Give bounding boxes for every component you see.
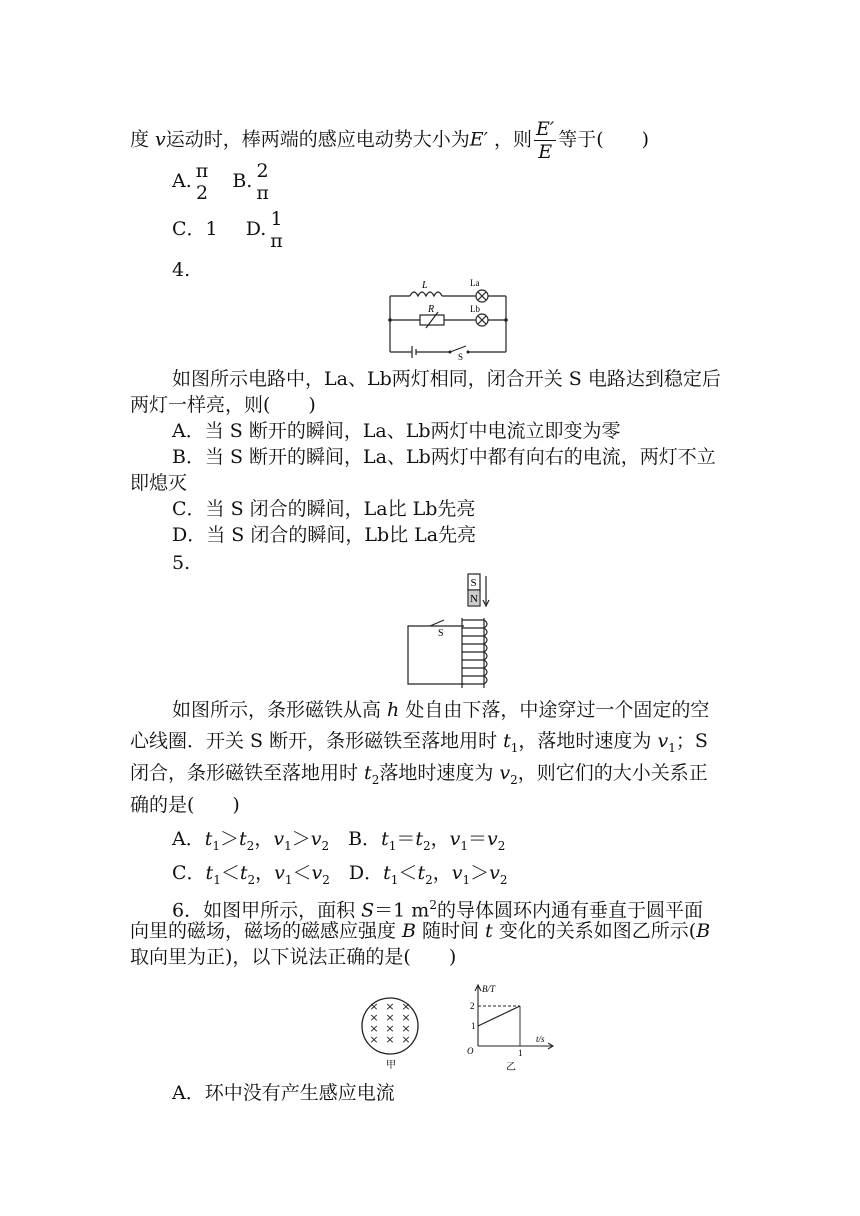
svg-text:×: × <box>369 1011 379 1024</box>
q4-option-b-line2: 即熄灭 <box>130 472 188 494</box>
q5-options-cd: C．$t_1<t_2$，$v_1<v_2$ D．$t_1<t_2$，$v_1>v_2$ <box>172 862 508 887</box>
q4-option-c: C．当 S 闭合的瞬间，La比 Lb先亮 <box>172 498 476 520</box>
chart-tick-y1: 1 <box>471 1021 476 1031</box>
q3-options-ab <box>172 160 273 204</box>
q3-optA-frac <box>194 160 211 204</box>
q3-optB-label: B. <box>232 170 253 192</box>
q5-options-ab: A．$t_1>t_2$，$v_1>v_2$ B．$t_1=t_2$，$v_1=v_2$ <box>172 828 506 853</box>
q4-stem-line1: 如图所示电路中，La、Lb两灯相同，闭合开关 S 电路达到稳定后 <box>172 368 721 390</box>
q6-figure-yi-chart <box>462 982 558 1074</box>
q4-fig-label-S: S <box>458 352 464 360</box>
q4-number: 4. <box>172 259 191 281</box>
q4-stem-line2: 两灯一样亮，则( ) <box>130 394 316 416</box>
q4-option-a: A．当 S 断开的瞬间，La、Lb两灯中电流立即变为零 <box>172 420 621 442</box>
q4-fig-label-Lb: Lb <box>470 304 480 314</box>
q3-optA-num: π <box>195 160 209 182</box>
q5-fig-pole-N: N <box>470 593 478 605</box>
q3-optA-label: A. <box>172 170 192 192</box>
chart-tick-x1: 1 <box>518 1048 523 1058</box>
q3-frac-num: E′ <box>536 118 555 140</box>
svg-text:×: × <box>385 1011 395 1024</box>
svg-text:×: × <box>369 1022 379 1035</box>
q3-fraction <box>534 118 556 163</box>
chart-ylabel: B/T <box>482 984 496 994</box>
q3-stem-line <box>130 118 649 163</box>
q3-var-E: E′ <box>469 128 488 151</box>
svg-text:×: × <box>401 1011 411 1024</box>
q5-magnet-coil-figure <box>404 572 494 690</box>
svg-text:×: × <box>401 1000 411 1013</box>
q4-fig-label-La: La <box>470 278 480 288</box>
q3-optB-frac <box>254 160 271 204</box>
q4-option-d: D．当 S 闭合的瞬间，Lb比 La先亮 <box>172 524 477 546</box>
q3-options-cd <box>172 208 287 252</box>
q6-option-a: A．环中没有产生感应电流 <box>172 1082 395 1104</box>
chart-xlabel: t/s <box>536 1034 545 1044</box>
q5-stem-line4: 确的是( ) <box>130 794 240 816</box>
q5-stem-line3: 闭合，条形磁铁至落地用时 $t_2$落地时速度为 $v_2$，则它们的大小关系正 <box>130 762 708 787</box>
svg-text:×: × <box>401 1022 411 1035</box>
q5-fig-pole-S: S <box>470 577 477 589</box>
q6-stem-line2: 向里的磁场，磁场的磁感应强度 B 随时间 t 变化的关系如图乙所示(B <box>130 920 711 942</box>
q3-optB-num: 2 <box>256 160 269 182</box>
q3-optA-den: 2 <box>195 182 209 204</box>
q4-option-b-line1: B．当 S 断开的瞬间，La、Lb两灯中都有向右的电流，两灯不立 <box>172 446 716 468</box>
svg-text:×: × <box>385 1022 395 1035</box>
q5-stem-line2: 心线圈．开关 S 断开，条形磁铁至落地用时 $t_1$，落地时速度为 $v_1$；S <box>130 730 708 755</box>
svg-text:×: × <box>369 1000 379 1013</box>
q3-text-a: 度 <box>130 128 156 151</box>
svg-text:×: × <box>385 1000 395 1013</box>
q6-figure-jia <box>350 996 430 1072</box>
chart-tick-y2: 2 <box>470 1001 475 1011</box>
q5-number: 5. <box>172 552 191 574</box>
q3-frac-den: E <box>538 141 553 163</box>
svg-text:×: × <box>401 1033 411 1046</box>
q4-fig-label-R: R <box>428 304 435 315</box>
q3-optB-den: π <box>256 182 269 204</box>
q3-var-v: v <box>155 128 166 151</box>
q3-optD-label: D. <box>245 218 267 240</box>
q3-text-c: ，则 <box>494 128 533 151</box>
q3-optD-den: π <box>270 230 283 252</box>
q3-text-b: 运动时，棒两端的感应电动势大小为 <box>165 128 470 151</box>
q4-circuit-figure <box>380 276 516 360</box>
svg-text:×: × <box>385 1033 395 1046</box>
q3-optD-frac <box>268 208 285 252</box>
q5-var-h: h <box>387 699 400 721</box>
q6-fig-label-yi: 乙 <box>506 1062 516 1073</box>
chart-series-line <box>478 1006 520 1026</box>
chart-origin: O <box>467 1046 474 1056</box>
q5-stem-line1: 如图所示，条形磁铁从高 h 处自由下落，中途穿过一个固定的空 <box>172 699 710 721</box>
q3-text-d: 等于( ) <box>558 128 650 151</box>
q6-fig-label-jia: 甲 <box>386 1060 396 1071</box>
q5-fig-switch-S: S <box>438 628 444 639</box>
q4-fig-label-L: L <box>422 280 428 291</box>
svg-text:×: × <box>369 1033 379 1046</box>
q6-stem-line3: 取向里为正)，以下说法正确的是( ) <box>130 946 457 968</box>
q3-optC: C．1 <box>172 218 218 240</box>
q6-stem-line1: 6．如图甲所示，面积 S＝1 $m^2$的导体圆环内通有垂直于圆平面 <box>172 898 703 922</box>
q3-optD-num: 1 <box>270 208 283 230</box>
